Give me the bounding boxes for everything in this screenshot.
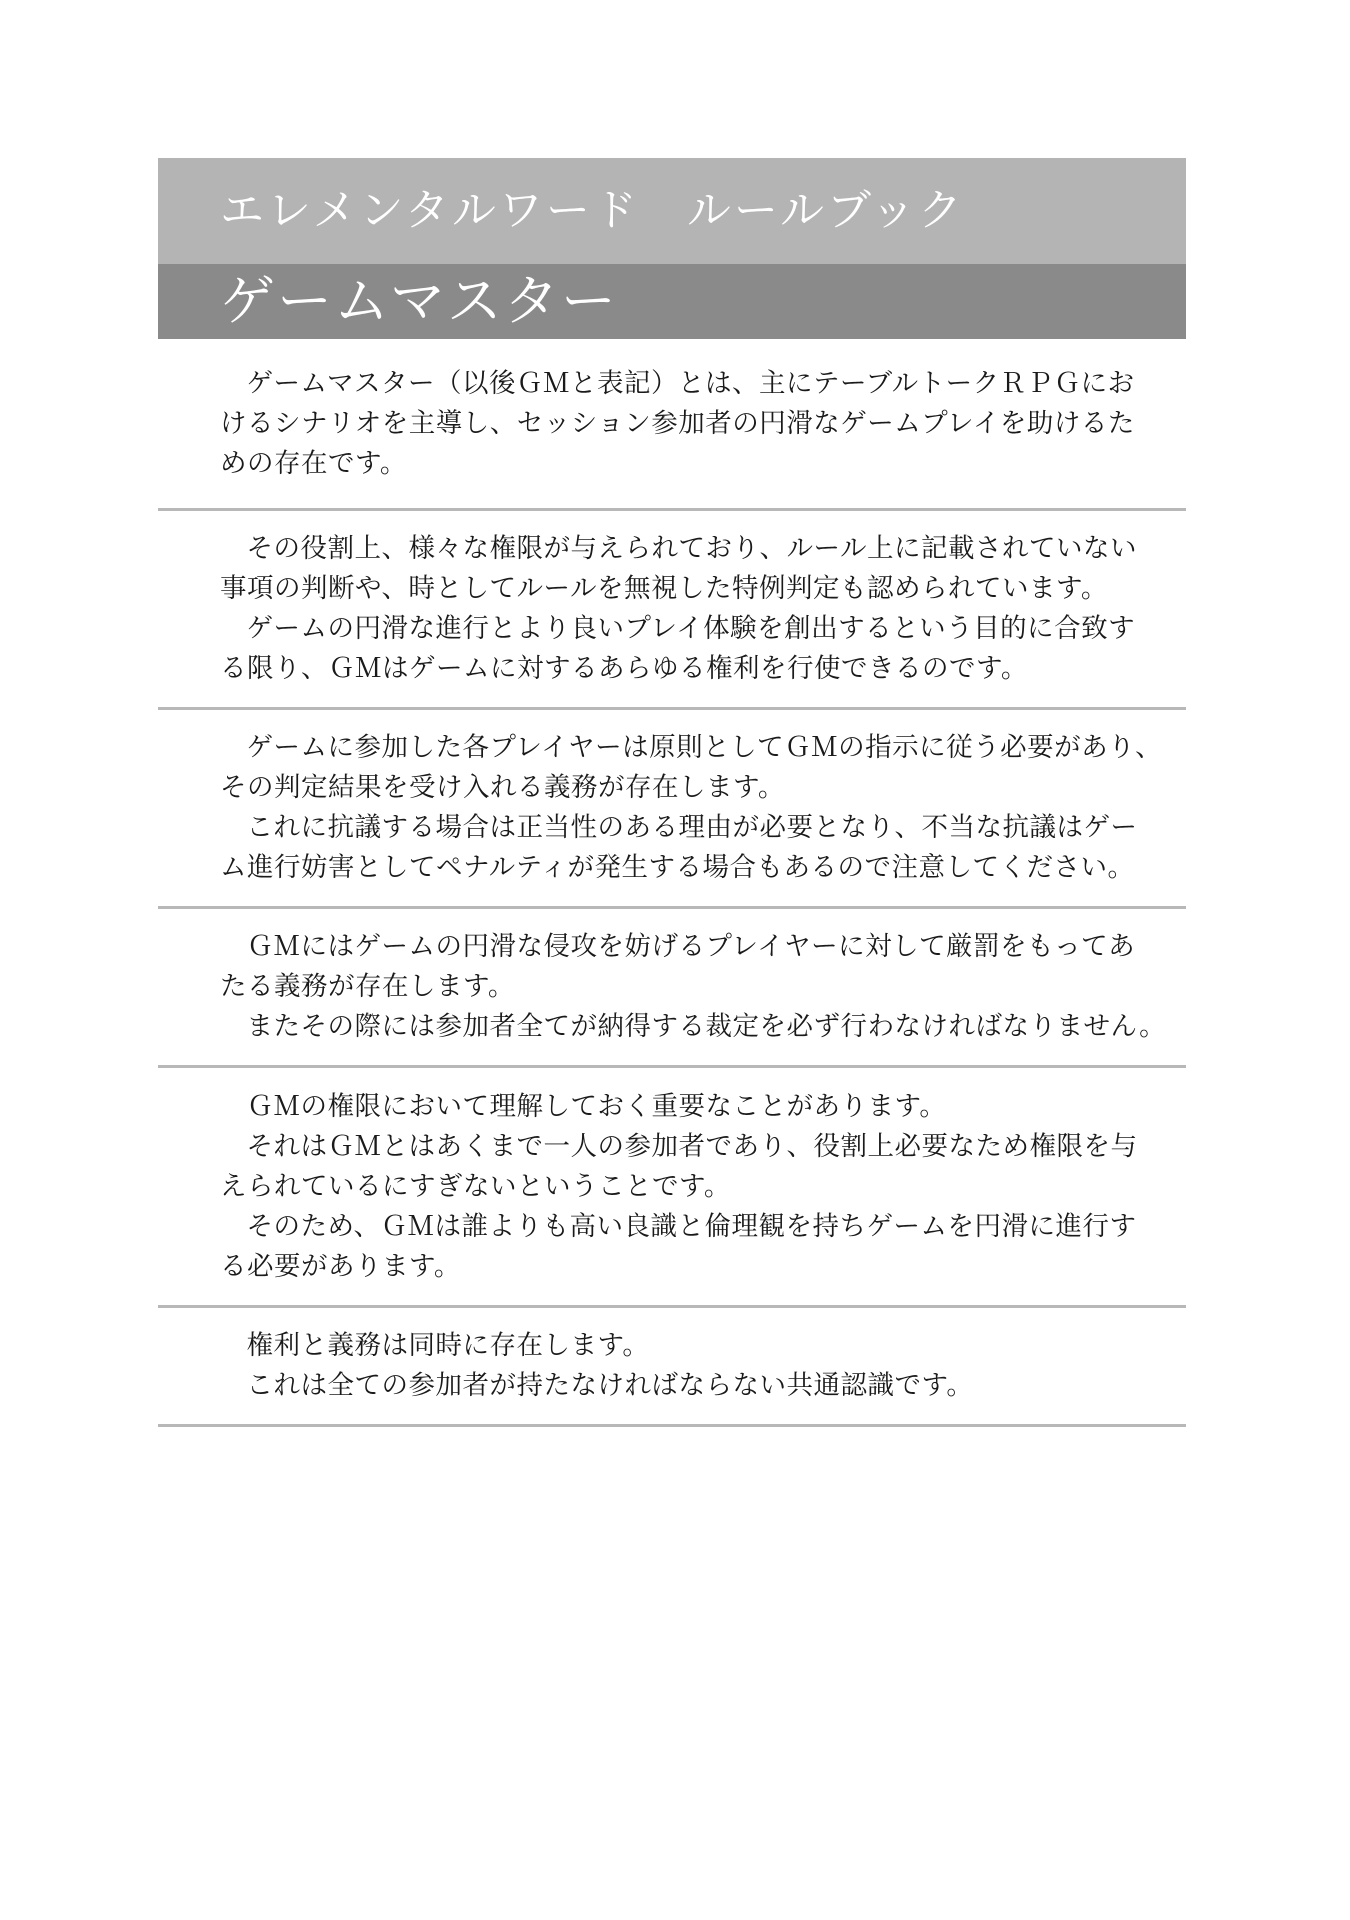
paragraph-block-2 bbox=[158, 511, 1186, 710]
text-line: これに抗議する場合は正当性のある理由が必要となり、不当な抗議はゲー bbox=[246, 812, 1138, 843]
text-line: 権利と義務は同時に存在します。 bbox=[246, 1330, 650, 1361]
rulebook-page bbox=[158, 158, 1186, 1427]
paragraph-block-6 bbox=[158, 1308, 1186, 1427]
text-line: ム進行妨害としてペナルティが発生する場合もあるので注意してください。 bbox=[220, 852, 1135, 883]
text-line: えられているにすぎないということです。 bbox=[220, 1170, 731, 1202]
text-line: その判定結果を受け入れる義務が存在します。 bbox=[220, 772, 785, 803]
text-line: る限り、ＧＭはゲームに対するあらゆる権利を行使できるのです。 bbox=[220, 653, 1028, 684]
book-title-bar bbox=[158, 158, 1186, 264]
book-title: エレメンタルワード ルールブック bbox=[220, 185, 965, 236]
paragraph-block-3 bbox=[158, 710, 1186, 909]
text-line: けるシナリオを主導し、セッション参加者の円滑なゲームプレイを助けるた bbox=[220, 407, 1135, 439]
text-line: ＧＭにはゲームの円滑な侵攻を妨げるプレイヤーに対して厳罰をもってあ bbox=[246, 931, 1136, 962]
text-line: ゲームに参加した各プレイヤーは原則としてＧＭの指示に従う必要があり、 bbox=[246, 732, 1163, 763]
paragraph-block-5 bbox=[158, 1068, 1186, 1308]
text-line: そのため、ＧＭは誰よりも高い良識と倫理観を持ちゲームを円滑に進行す bbox=[246, 1210, 1137, 1242]
text-line: これは全ての参加者が持たなければならない共通認識です。 bbox=[246, 1370, 974, 1401]
text-line: それはＧＭとはあくまで一人の参加者であり、役割上必要なため権限を与 bbox=[246, 1130, 1138, 1162]
text-line: る必要があります。 bbox=[220, 1250, 461, 1282]
section-title: ゲームマスター bbox=[220, 269, 618, 333]
text-line: その役割上、様々な権限が与えられており、ルール上に記載されていない bbox=[246, 533, 1137, 564]
paragraph-block-1 bbox=[158, 339, 1186, 511]
paragraph-block-4 bbox=[158, 909, 1186, 1068]
text-line: またその際には参加者全てが納得する裁定を必ず行わなければなりません。 bbox=[246, 1011, 1167, 1042]
text-line: ゲームマスター（以後ＧＭと表記）とは、主にテーブルトークＲＰＧにお bbox=[246, 367, 1135, 399]
text-line: 事項の判断や、時としてルールを無視した特例判定も認められています。 bbox=[220, 573, 1108, 604]
text-line: ＧＭの権限において理解しておく重要なことがあります。 bbox=[246, 1090, 947, 1122]
text-line: たる義務が存在します。 bbox=[220, 971, 515, 1002]
section-title-bar bbox=[158, 264, 1186, 339]
text-line: めの存在です。 bbox=[220, 447, 407, 479]
text-line: ゲームの円滑な進行とより良いプレイ体験を創出するという目的に合致す bbox=[246, 613, 1136, 644]
